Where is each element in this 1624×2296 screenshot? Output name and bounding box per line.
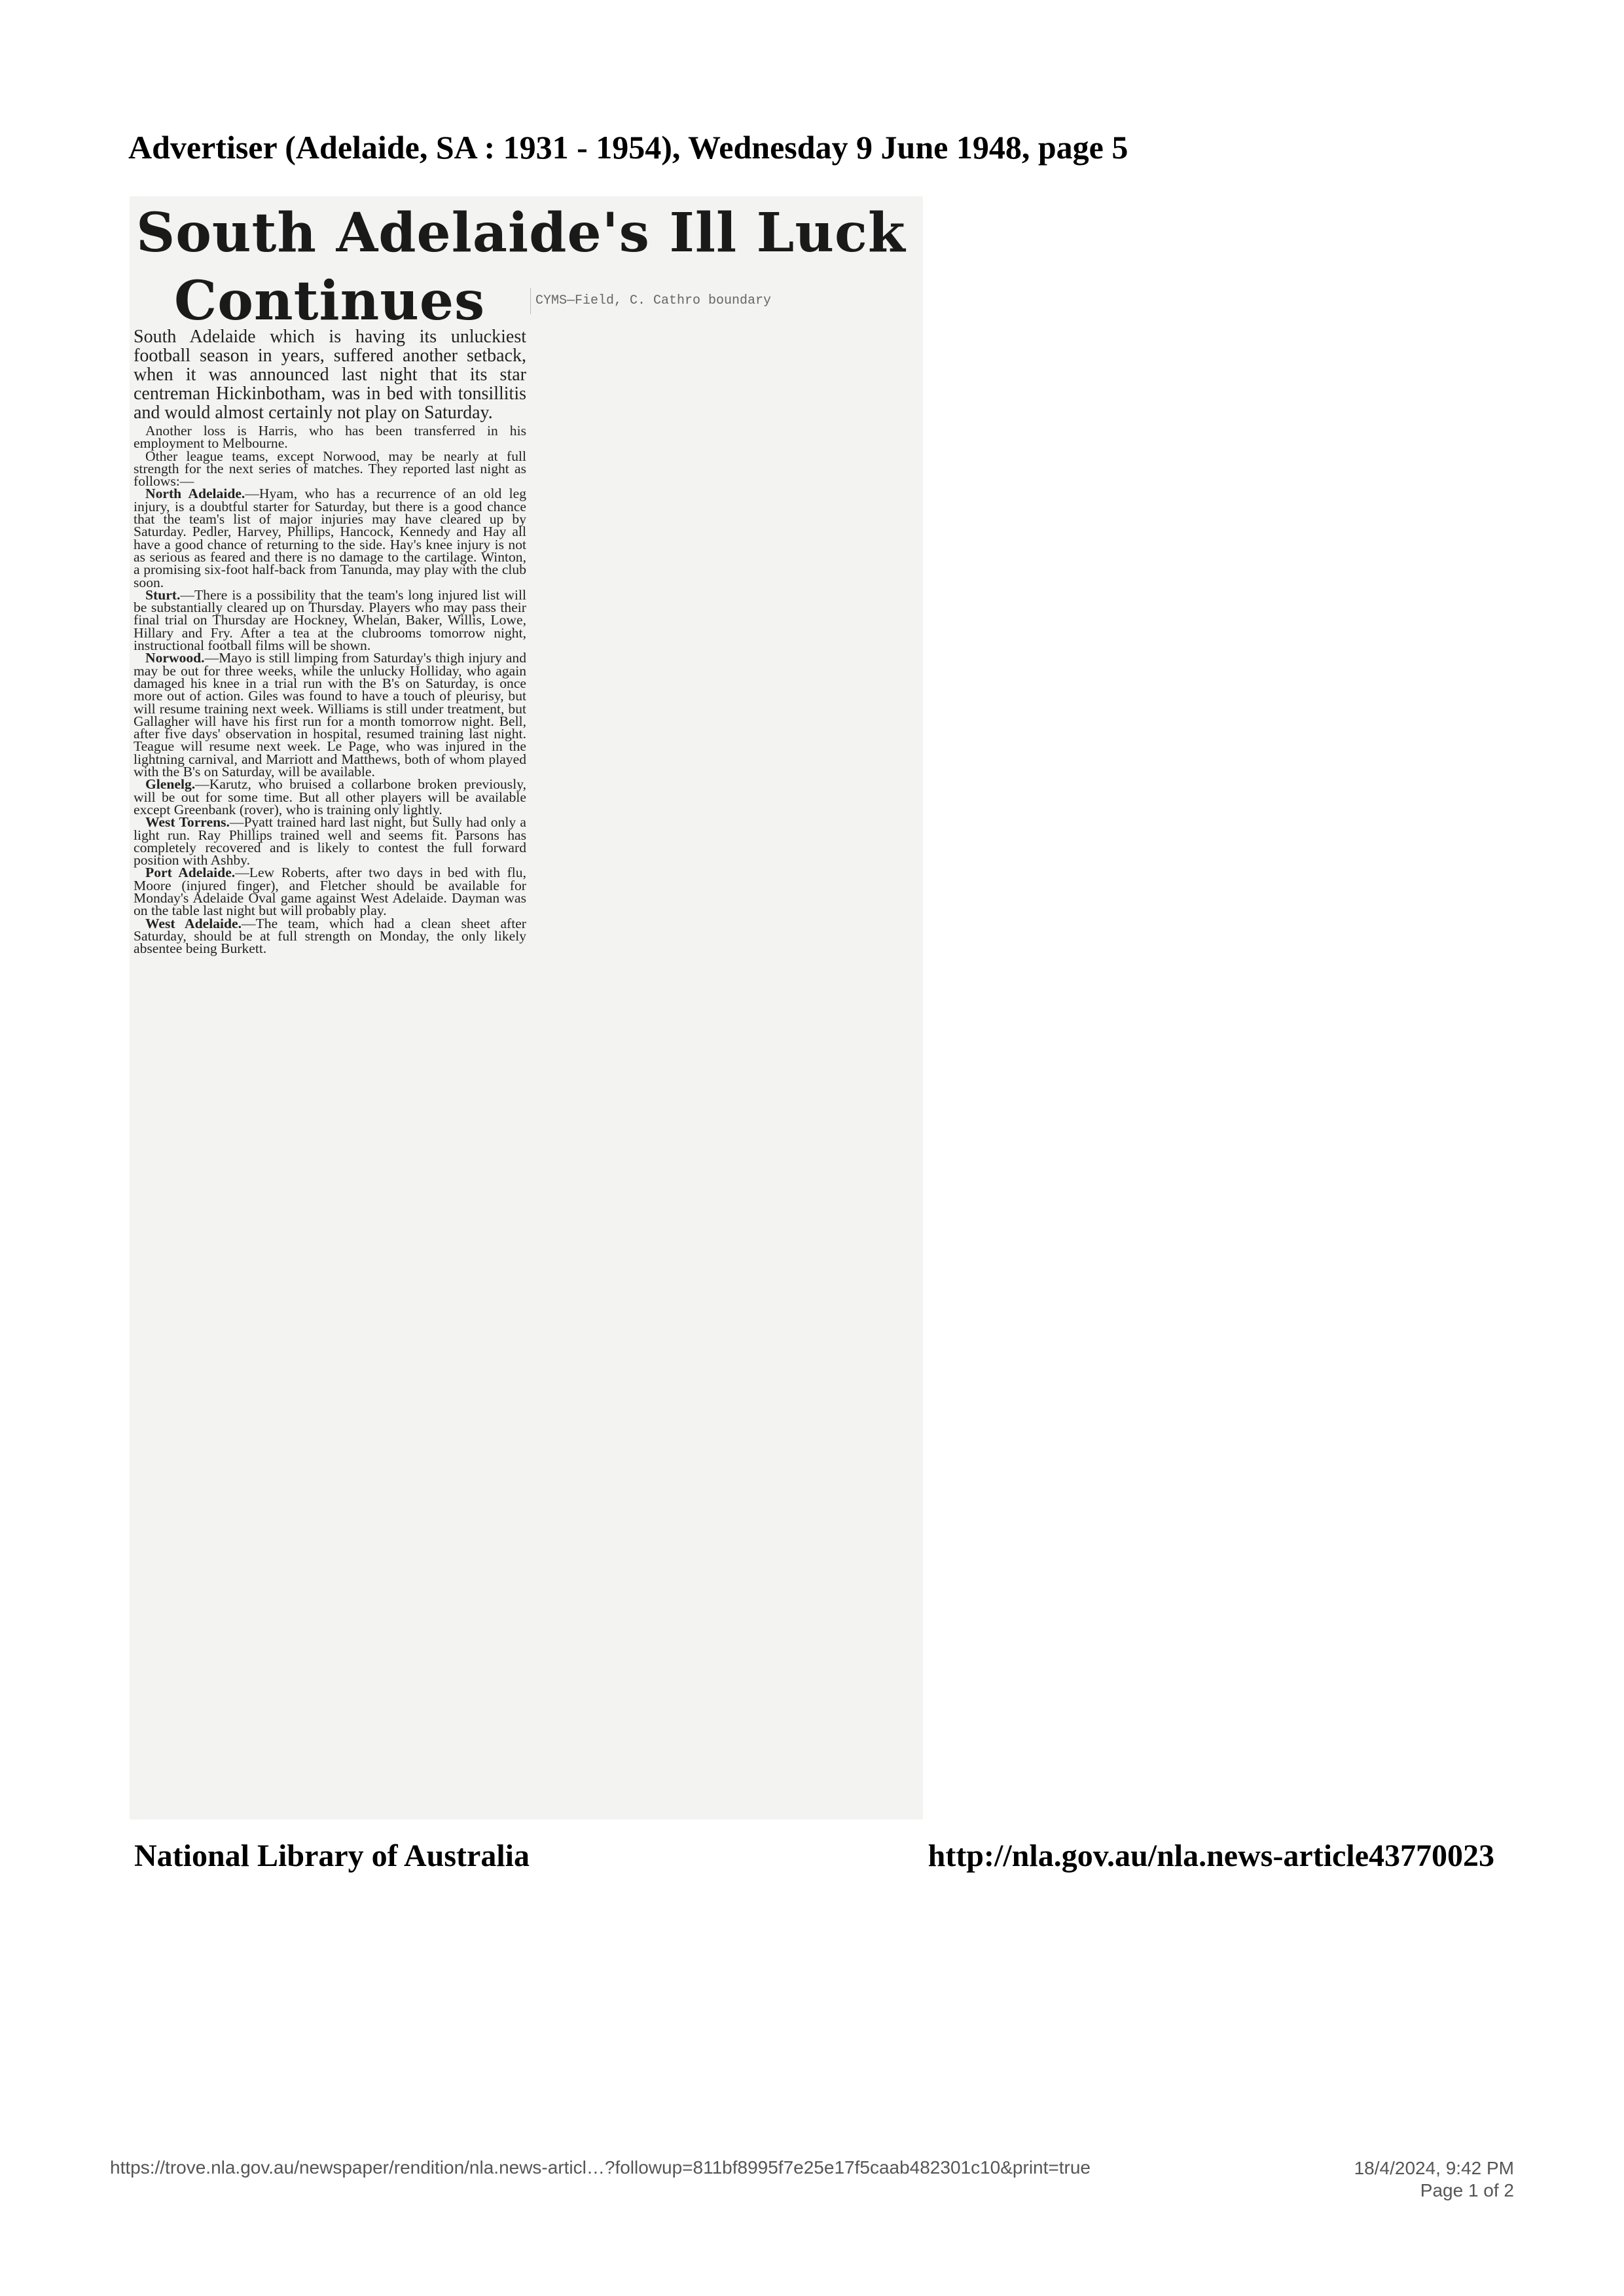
paragraph-text: —Mayo is still limping from Saturday's thigh injury and may be out for three weeks, while the unlucky Holliday, who again damaged his knee in a trial run with the B's on Saturday, is once more out of action. Giles was found to have a touch of pleurisy, but will resume training next week. Williams is still under treatment, but Gallagher will have his first run for a month tomorrow night. Bell, after five days' observation in hospital, resumed training last night. Teague will resume next week. Le Page, who was injured in the lightning carnival, and Marriott and Matthews, both of whom played with the B's on Saturday, will be available.	[134, 650, 526, 780]
page-citation: Advertiser (Adelaide, SA : 1931 - 1954), Wednesday 9 June 1948, page 5	[128, 129, 1128, 166]
article-paragraph	[134, 488, 526, 588]
paragraph-text: —Karutz, who bruised a collarbone broken previously, will be out for some time. But all other players will be available except Greenbank (rover), who is training only lightly.	[134, 776, 526, 817]
article-paragraph	[134, 915, 527, 957]
newspaper-clipping	[130, 196, 923, 1820]
headline-line-2: Continues	[174, 270, 486, 332]
article-paragraph	[134, 450, 526, 488]
print-url: https://trove.nla.gov.au/newspaper/rendition/nla.news-articl…?followup=811bf8995f7e25e17f5caab482301c10&print=true	[110, 2157, 1091, 2178]
paragraph-text: Other league teams, except Norwood, may be nearly at full strength for the next series of matches. They reported last night as follows:—	[134, 448, 526, 490]
headline-line-1: South Adelaide's Ill Luck	[136, 202, 906, 264]
club-name: Sturt.	[145, 586, 181, 603]
article-body	[134, 327, 526, 955]
print-meta	[1354, 2157, 1514, 2202]
paragraph-text: —Pyatt trained hard last night, but Sully had only a light run. Ray Phillips trained well and seems fit. Parsons has completely recovered and is likely to contest the full forward position with Ashby.	[134, 814, 527, 869]
library-credit: National Library of Australia	[134, 1839, 530, 1873]
print-datetime: 18/4/2024, 9:42 PM	[1354, 2158, 1514, 2178]
article-paragraphs	[134, 425, 526, 955]
paragraph-text: —The team, which had a clean sheet after Saturday, should be at full strength on Monday, the only likely absentee being Burkett.	[134, 915, 527, 957]
club-name: Norwood.	[145, 650, 205, 666]
next-column-text: CYMS—Field, C. Cathro boundary	[535, 293, 772, 308]
article-paragraph	[134, 867, 526, 917]
article-lead: South Adelaide which is having its unluckiest football season in years, suffered another setback, when it was announced last night that its star centreman Hickinbotham, was in bed with tonsillitis and would almost certainly not play on Saturday.	[134, 327, 526, 423]
article-paragraph	[134, 586, 526, 654]
club-name: North Adelaide.	[145, 486, 245, 502]
article-link[interactable]: http://nla.gov.au/nla.news-article43770023	[928, 1839, 1494, 1873]
paragraph-text: —Lew Roberts, after two days in bed with flu, Moore (injured finger), and Fletcher should be available for Monday's Adelaide Oval game against West Adelaide. Dayman was on the table last night but will probably play.	[134, 865, 527, 919]
club-name: Port Adelaide.	[145, 865, 236, 881]
club-name: West Adelaide.	[145, 915, 242, 931]
article-paragraph	[134, 652, 526, 778]
paragraph-text: Another loss is Harris, who has been transferred in his employment to Melbourne.	[134, 423, 526, 452]
article-paragraph	[134, 816, 526, 867]
club-name: West Torrens.	[145, 814, 230, 831]
paragraph-text: —Hyam, who has a recurrence of an old leg injury, is a doubtful starter for Saturday, but there is a good chance that the team's list of major injuries may have cleared up by Saturday. Pedler, Harvey, Phillips, Hancock, Kennedy and Hay all have a good chance of returning to the side. Hay's knee injury is not as serious as feared and there is no damage to the cartilage. Winton, a promising six-foot half-back from Tanunda, may play with the club soon.	[134, 486, 526, 590]
column-rule	[530, 288, 531, 314]
paragraph-text: —There is a possibility that the team's long injured list will be substantially cleared up on Thursday. Players who may pass their final trial on Thursday are Hockney, Whelan, Baker, Willis, Lowe, Hillary and Fry. After a tea at the clubrooms tomorrow night, instructional football films will be shown.	[134, 586, 526, 654]
print-page-number: Page 1 of 2	[1420, 2180, 1514, 2200]
article-paragraph	[134, 778, 526, 816]
article-paragraph	[134, 425, 526, 450]
club-name: Glenelg.	[145, 776, 196, 793]
